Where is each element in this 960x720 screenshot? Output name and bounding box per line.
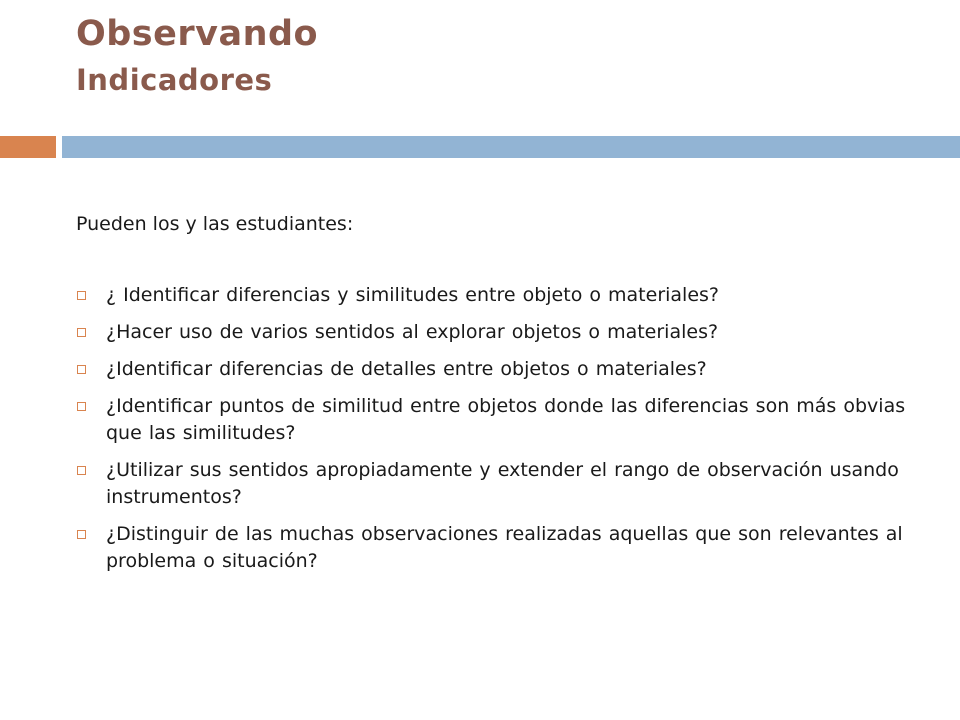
hollow-square-icon (77, 365, 86, 374)
slide-subtitle: Indicadores (76, 63, 273, 97)
bullet-list (76, 282, 936, 575)
slide-body (76, 210, 936, 585)
list-item (76, 521, 936, 575)
list-item (76, 457, 936, 511)
hollow-square-icon (77, 291, 86, 300)
header-accent-bar-orange (0, 136, 56, 158)
hollow-square-icon (77, 402, 86, 411)
bullet-text: ¿Identificar puntos de similitud entre objetos donde las diferencias son más obvias que las similitudes? (106, 395, 906, 444)
list-item (76, 393, 936, 447)
bullet-text: ¿Identificar diferencias de detalles entre objetos o materiales? (106, 358, 707, 380)
bullet-text: ¿Utilizar sus sentidos apropiadamente y extender el rango de observación usando instrumentos? (106, 459, 899, 508)
slide-title: Observando (76, 14, 319, 54)
hollow-square-icon (77, 530, 86, 539)
bullet-text: ¿Hacer uso de varios sentidos al explorar objetos o materiales? (106, 321, 719, 343)
bullet-text: ¿Distinguir de las muchas observaciones realizadas aquellas que son relevantes al problema o situación? (106, 523, 903, 572)
list-item (76, 356, 936, 383)
list-item (76, 282, 936, 309)
header-accent-bar-blue (62, 136, 960, 158)
hollow-square-icon (77, 328, 86, 337)
intro-text: Pueden los y las estudiantes: (76, 213, 354, 235)
slide-title-block (76, 8, 318, 100)
bullet-text: ¿ Identificar diferencias y similitudes entre objeto o materiales? (106, 284, 720, 306)
list-item (76, 319, 936, 346)
hollow-square-icon (77, 466, 86, 475)
